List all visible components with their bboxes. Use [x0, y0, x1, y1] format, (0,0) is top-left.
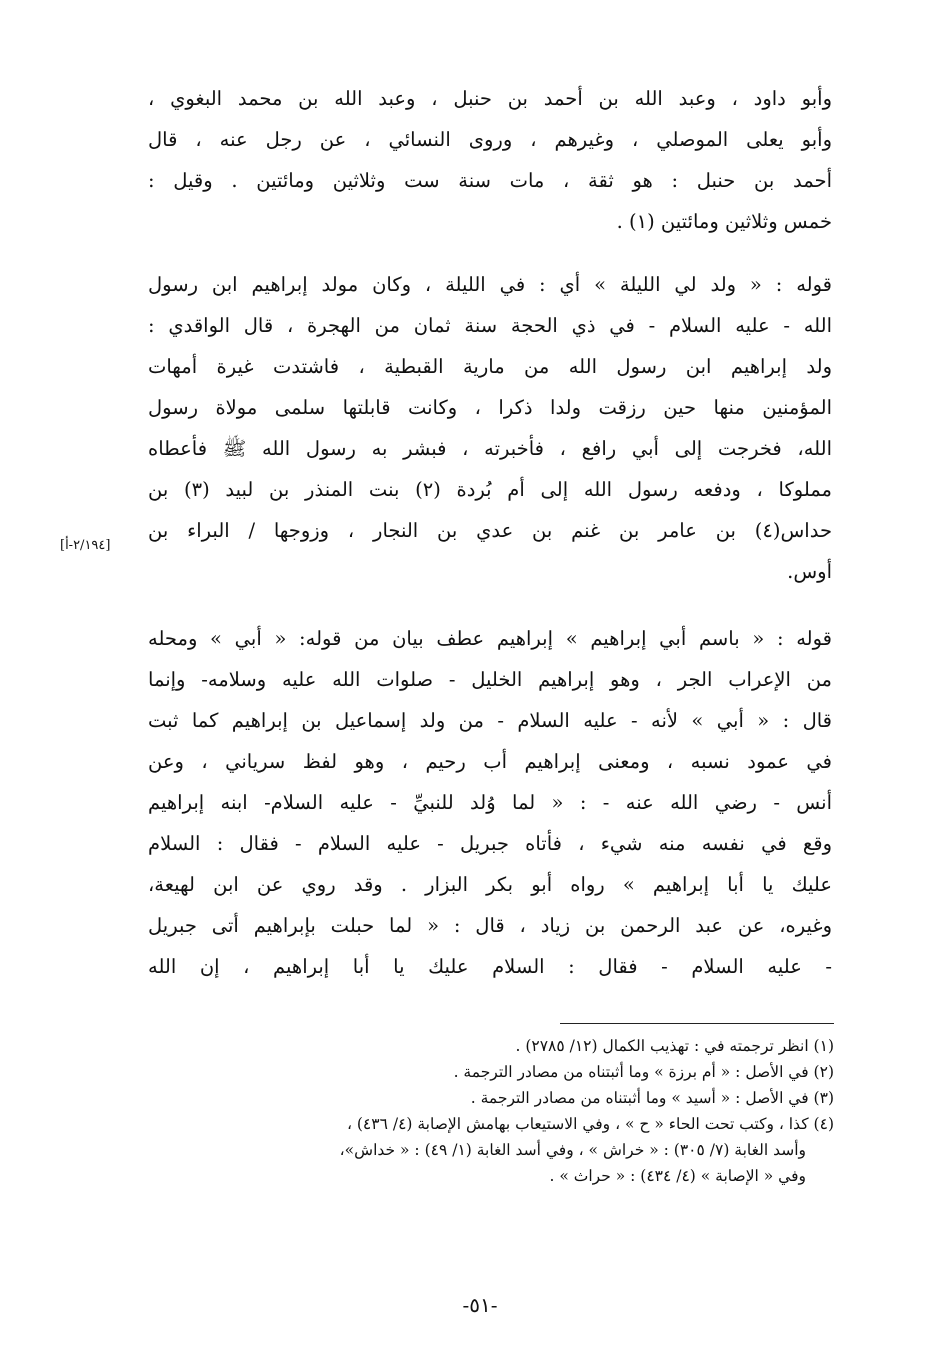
footnotes [150, 1033, 834, 1189]
page-number: -٥١- [462, 1293, 498, 1317]
footnote-4-continuation: وفي « الإصابة » (٤/ ٤٣٤) : « حراث » . [549, 1167, 806, 1185]
footnote-divider [560, 1023, 834, 1024]
margin-folio-reference: [٢/١٩٤-أ] [60, 538, 111, 553]
text-line: قال : « أبي » لأنه - عليه السلام - من ولد إسماعيل بن إبراهيم كما ثبت [148, 709, 832, 732]
text-line: من الإعراب الجر ، وهو إبراهيم الخليل - صلوات الله عليه وسلامه- وإنما [148, 668, 832, 691]
paragraph-3 [148, 618, 832, 987]
text-line: الله، فخرجت إلى أبي رافع ، فأخبرته ، فبشر به رسول الله ﷺ فأعطاه [148, 437, 832, 460]
text-line: أوس. [787, 560, 832, 583]
text-line: وغيره، عن عبد الرحمن بن زياد ، قال : « لما حبلت بإبراهيم أتى جبريل [148, 914, 832, 937]
text-line: ولد إبراهيم ابن رسول الله من مارية القبطية ، فاشتدت غيرة أمهات [148, 355, 832, 378]
text-line: أحمد بن حنبل : هو ثقة ، مات سنة ست وثلاثين ومائتين . وقيل : [148, 169, 832, 192]
text-line: خمس وثلاثين ومائتين (١) . [616, 210, 832, 233]
text-line: حداس(٤) بن عامر بن غنم بن عدي بن النجار ، وزوجها / البراء بن [148, 519, 832, 542]
footnote-1: (١) انظر ترجمته في : تهذيب الكمال (١٢/ ٢٧٨٥) . [515, 1037, 834, 1055]
text-line: مملوكا ، ودفعه رسول الله إلى أم بُردة (٢) بنت المنذر بن لبيد (٣) بن [148, 478, 832, 501]
text-line: المؤمنين منها حين رزقت ولدا ذكرا ، وكانت قابلتها سلمى مولاة رسول [148, 396, 832, 419]
text-line: قوله : « باسم أبي إبراهيم » إبراهيم عطف بيان من قوله: « أبي » ومحله [148, 627, 832, 650]
text-line: وأبو داود ، وعبد الله بن أحمد بن حنبل ، وعبد الله بن محمد البغوي ، [148, 87, 832, 110]
text-line: وقع في نفسه منه شيء ، فأتاه جبريل - عليه السلام - فقال : السلام [148, 832, 832, 855]
footnote-3: (٣) في الأصل : « أسيد » وما أثبتناه من مصادر الترجمة . [470, 1089, 834, 1107]
text-line: في عمود نسبه ، ومعنى إبراهيم أب رحيم ، وهو لفظ سرياني ، وعن [148, 750, 832, 773]
footnote-2: (٢) في الأصل : « أم برزة » وما أثبتناه من مصادر الترجمة . [453, 1063, 834, 1081]
footnote-4-continuation: وأسد الغابة (٧/ ٣٠٥) : « خراش » ، وفي أسد الغابة (١/ ٤٩) : « خداش»، [339, 1141, 806, 1159]
text-line: الله - عليه السلام - في ذي الحجة سنة ثمان من الهجرة ، قال الواقدي : [148, 314, 832, 337]
footnote-4: (٤) كذا ، وكتب تحت الحاء « ح » ، وفي الاستيعاب بهامش الإصابة (٤/ ٤٣٦) ، [346, 1115, 834, 1133]
paragraph-2 [148, 264, 832, 592]
text-line: قوله : « ولد لي الليلة » أي : في الليلة ، وكان مولد إبراهيم ابن رسول [148, 273, 832, 296]
text-line: - عليه السلام - فقال : السلام عليك يا أبا إبراهيم ، إن الله [148, 955, 832, 978]
paragraph-1 [148, 78, 832, 242]
text-line: عليك يا أبا إبراهيم » رواه أبو بكر البزار . وقد روي عن ابن لهيعة، [148, 873, 832, 896]
text-line: وأبو يعلى الموصلي ، وغيرهم ، وروى النسائي ، عن رجل عنه ، قال [148, 128, 832, 151]
text-line: أنس - رضي الله عنه - : « لما وُلد للنبيِّ - عليه السلام- ابنه إبراهيم [148, 791, 832, 814]
